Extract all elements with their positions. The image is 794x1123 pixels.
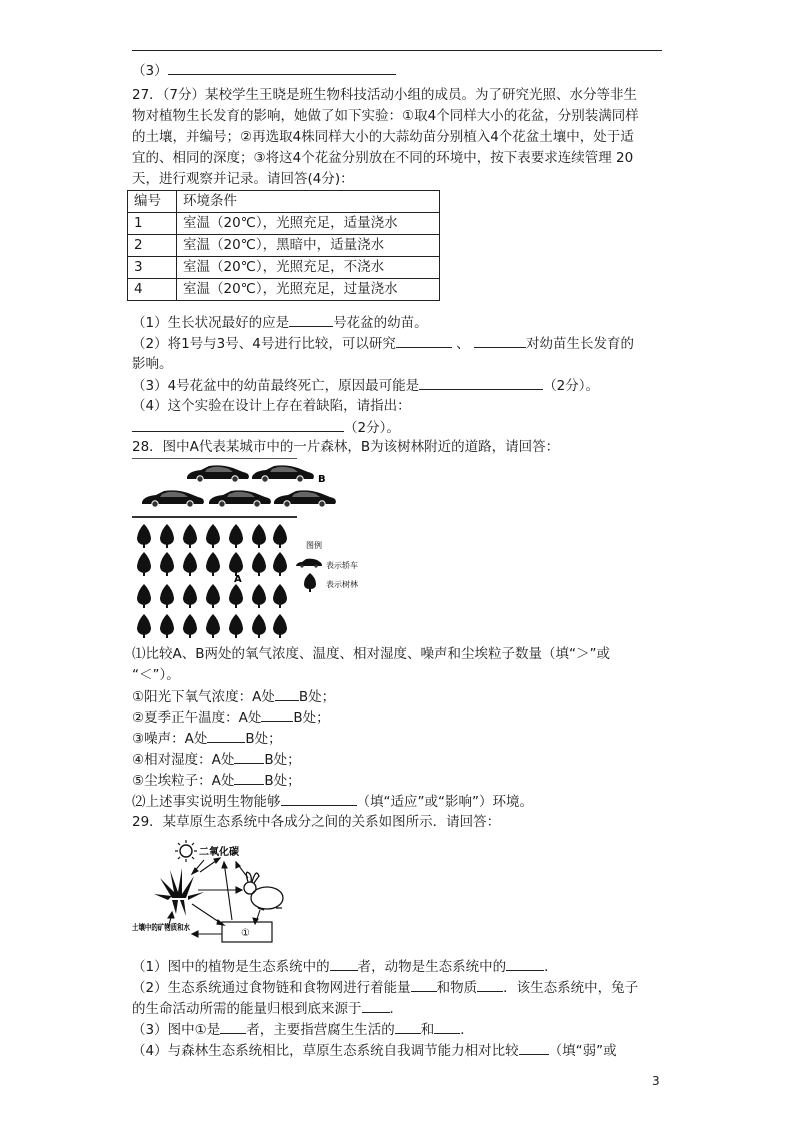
tree-icon bbox=[160, 524, 174, 548]
tree-icon bbox=[229, 614, 243, 638]
tree-icon bbox=[160, 614, 174, 638]
q29-stem: 29．某草原生态系统中各成分之间的关系如图所示．请回答： bbox=[132, 814, 501, 830]
q28-part2: ⑵上述事实说明生物能够 （填“适应”或“影响”）环境。 bbox=[132, 791, 672, 812]
grass-plant-icon bbox=[154, 868, 204, 916]
answer-blank[interactable] bbox=[234, 770, 264, 785]
table-cell: 4 bbox=[128, 279, 177, 301]
legend-car-icon bbox=[296, 559, 322, 566]
q29-part2-cont: 的生命活动所需的能量归根到底来源于 ． bbox=[132, 998, 672, 1019]
table-cell: 室温（20℃），光照充足，适量浇水 bbox=[177, 213, 440, 235]
answer-blank[interactable] bbox=[234, 749, 264, 764]
q28-part1: ⑴比较A、B两处的氧气浓度、温度、相对湿度、噪声和尘埃粒子数量（填“＞”或 bbox=[132, 646, 610, 662]
q27-part2: （2）将1号与3号、4号进行比较，可以研究 、 对幼苗生长发育的 bbox=[132, 333, 672, 354]
soil-label: 土壤中的矿物质和水 bbox=[132, 923, 204, 932]
tree-icon bbox=[183, 614, 197, 638]
q27-part4: （4）这个实验在设计上存在着缺陷，请指出： bbox=[132, 398, 411, 414]
table-header-row bbox=[128, 191, 440, 213]
car-icon bbox=[274, 490, 336, 507]
answer-blank[interactable] bbox=[168, 60, 396, 75]
q28-sub1: ①阳光下氧气浓度：A处 B处； bbox=[132, 686, 672, 707]
q29-part4: （4）与森林生态系统相比，草原生态系统自我调节能力相对比较 （填“弱”或 bbox=[132, 1040, 672, 1061]
tree-icon bbox=[160, 552, 174, 576]
table-header-cell: 环境条件 bbox=[177, 191, 440, 213]
header-rule bbox=[132, 50, 662, 51]
co2-label: 二氧化碳 bbox=[199, 847, 239, 858]
road-cars-figure bbox=[132, 460, 342, 520]
tree-icon bbox=[183, 552, 197, 576]
answer-blank[interactable] bbox=[207, 728, 245, 743]
q27-line2: 物对植物生长发育的影响，她做了如下实验：①取4个同样大小的花盆，分别装满同样 bbox=[132, 108, 639, 124]
tree-icon bbox=[137, 524, 151, 548]
table-row bbox=[128, 279, 440, 301]
tree-icon bbox=[137, 584, 151, 608]
label-a: A bbox=[234, 574, 242, 585]
sun-icon bbox=[175, 840, 197, 862]
tree-icon bbox=[229, 524, 243, 548]
answer-blank[interactable] bbox=[474, 333, 526, 348]
tree-icon bbox=[273, 584, 287, 608]
q28-stem: 28．图中A代表某城市中的一片森林，B为该树林附近的道路，请回答： bbox=[132, 439, 560, 455]
ecosystem-diagram bbox=[132, 838, 292, 950]
tree-icon bbox=[206, 584, 220, 608]
tree-icon bbox=[183, 524, 197, 548]
tree-icon bbox=[252, 552, 266, 576]
q27-part2-cont: 影响。 bbox=[132, 356, 173, 372]
q27-line1: 27．（7分）某校学生王晓是班生物科技活动小组的成员。为了研究光照、水分等非生 bbox=[132, 87, 638, 103]
environment-table bbox=[127, 190, 440, 301]
q28-sub3: ③噪声：A处 B处； bbox=[132, 728, 672, 749]
q27-line5: 天，进行观察并记录。请回答(4分)： bbox=[132, 171, 354, 187]
car-icon bbox=[142, 490, 204, 507]
car-icon bbox=[252, 465, 314, 482]
q29-part2: （2）生态系统通过食物链和食物网进行着能量 和物质 ．该生态系统中，兔子 bbox=[132, 977, 672, 998]
table-cell: 室温（20℃），光照充足，过量浇水 bbox=[177, 279, 440, 301]
tree-icon bbox=[252, 584, 266, 608]
car-icon bbox=[187, 465, 249, 482]
legend-tree-icon bbox=[304, 573, 316, 589]
tree-icon bbox=[206, 524, 220, 548]
q27-part4-answer: （2分）。 bbox=[132, 417, 672, 438]
tree-icon bbox=[206, 614, 220, 638]
tree-icon bbox=[273, 524, 287, 548]
table-header-cell: 编号 bbox=[128, 191, 177, 213]
tree-icon bbox=[160, 584, 174, 608]
tree-icon bbox=[229, 552, 243, 576]
figure-legend bbox=[296, 540, 396, 600]
q28-sub4: ④相对湿度：A处 B处； bbox=[132, 749, 672, 770]
q26-part3-line: （3） bbox=[132, 60, 672, 81]
page-number: 3 bbox=[652, 1074, 660, 1088]
table-cell: 1 bbox=[128, 213, 177, 235]
q27-part1: （1）生长状况最好的应是 号花盆的幼苗。 bbox=[132, 312, 672, 333]
answer-blank[interactable] bbox=[419, 375, 543, 390]
legend-tree-label: 表示树林 bbox=[326, 580, 358, 589]
tree-icon bbox=[273, 614, 287, 638]
tree-icon bbox=[273, 552, 287, 576]
tree-icon bbox=[252, 524, 266, 548]
answer-blank[interactable] bbox=[395, 1019, 421, 1034]
legend-title: 图例 bbox=[306, 541, 322, 550]
road-divider bbox=[132, 516, 297, 518]
table-row bbox=[128, 213, 440, 235]
table-cell: 3 bbox=[128, 257, 177, 279]
forest-figure bbox=[132, 520, 292, 640]
table-cell: 2 bbox=[128, 235, 177, 257]
car-icon bbox=[209, 490, 271, 507]
table-row bbox=[128, 257, 440, 279]
answer-blank[interactable] bbox=[477, 977, 503, 992]
answer-blank[interactable] bbox=[132, 417, 344, 432]
answer-blank[interactable] bbox=[362, 998, 390, 1013]
road-top-line bbox=[132, 458, 297, 459]
answer-blank[interactable] bbox=[275, 686, 299, 701]
answer-blank[interactable] bbox=[289, 312, 333, 327]
answer-blank[interactable] bbox=[506, 956, 544, 971]
q28-sub5: ⑤尘埃粒子：A处 B处； bbox=[132, 770, 672, 791]
q27-line4: 宜的、相同的深度；③将这4个花盆分别放在不同的环境中，按下表要求连续管理 20 bbox=[132, 150, 634, 166]
tree-rows bbox=[137, 524, 287, 638]
tree-icon bbox=[229, 584, 243, 608]
answer-blank[interactable] bbox=[396, 333, 452, 348]
q27-line3: 的土壤，并编号；②再选取4株同样大小的大蒜幼苗分别植入4个花盆土壤中，处于适 bbox=[132, 129, 634, 145]
rabbit-icon bbox=[244, 872, 283, 910]
answer-blank[interactable] bbox=[261, 707, 293, 722]
answer-blank[interactable] bbox=[281, 791, 357, 806]
answer-blank[interactable] bbox=[411, 977, 437, 992]
decomposer-box-label: ① bbox=[241, 928, 250, 939]
label-b: B bbox=[318, 474, 326, 485]
tree-icon bbox=[183, 584, 197, 608]
tree-icon bbox=[206, 552, 220, 576]
answer-blank[interactable] bbox=[434, 1019, 460, 1034]
q29-part1: （1）图中的植物是生态系统中的 者，动物是生态系统中的 ． bbox=[132, 956, 672, 977]
table-row bbox=[128, 235, 440, 257]
q28-part1-cont: “＜”）。 bbox=[132, 667, 180, 683]
q29-part3: （3）图中①是 者，主要指营腐生生活的 和 ． bbox=[132, 1019, 672, 1040]
answer-blank[interactable] bbox=[220, 1019, 246, 1034]
table-cell: 室温（20℃），光照充足，不浇水 bbox=[177, 257, 440, 279]
q27-part3: （3）4号花盆中的幼苗最终死亡，原因最可能是 （2分）。 bbox=[132, 375, 672, 396]
q28-sub2: ②夏季正午温度：A处 B处； bbox=[132, 707, 672, 728]
answer-blank[interactable] bbox=[519, 1040, 549, 1055]
tree-icon bbox=[137, 614, 151, 638]
answer-blank[interactable] bbox=[330, 956, 358, 971]
tree-icon bbox=[252, 614, 266, 638]
legend-car-label: 表示轿车 bbox=[326, 561, 358, 570]
table-cell: 室温（20℃），黑暗中，适量浇水 bbox=[177, 235, 440, 257]
tree-icon bbox=[137, 552, 151, 576]
